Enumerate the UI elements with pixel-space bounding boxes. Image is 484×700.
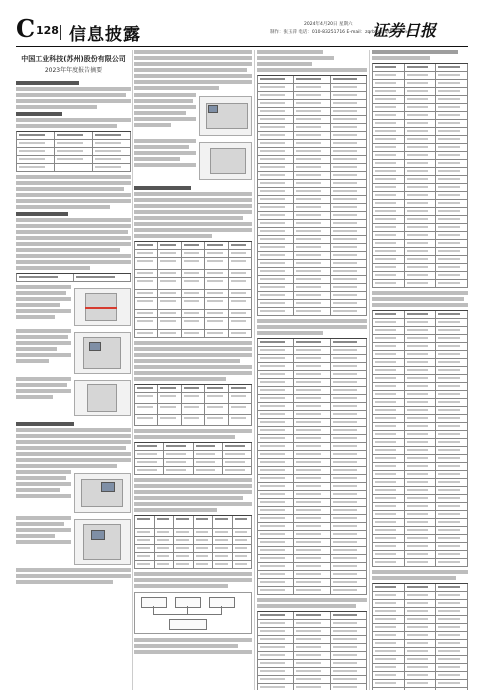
column-divider	[254, 50, 255, 690]
column-4	[372, 50, 468, 690]
product-photo	[199, 142, 252, 180]
balance-sheet-table	[257, 338, 367, 595]
column-1	[16, 50, 131, 690]
text-line	[16, 105, 97, 109]
text-line	[16, 118, 131, 122]
financial-table	[134, 442, 252, 475]
product-photo	[74, 473, 131, 513]
column-divider	[132, 50, 133, 690]
financial-table	[134, 384, 252, 426]
section-heading	[16, 81, 79, 85]
report-title: 2023年年度报告摘要	[44, 67, 103, 74]
masthead-rule	[16, 46, 468, 47]
company-name: 中国工业科技(苏州)股份有限公司	[21, 55, 126, 63]
text-line	[16, 93, 126, 97]
text-line	[16, 99, 131, 103]
ownership-diagram	[134, 592, 252, 634]
balance-sheet-table	[257, 75, 367, 316]
section-heading	[16, 112, 62, 116]
product-photo	[74, 519, 131, 565]
masthead-divider	[60, 25, 61, 40]
product-photo	[74, 380, 131, 416]
income-statement-table	[257, 611, 367, 690]
column-2	[134, 50, 252, 690]
issue-date: 2024年4月20日 星期六	[304, 22, 353, 27]
masthead	[16, 14, 468, 45]
cash-flow-table	[372, 310, 468, 567]
text-line	[16, 87, 131, 91]
cash-flow-table	[372, 583, 468, 690]
section-title: 信息披露	[69, 25, 141, 45]
financial-table	[134, 241, 252, 338]
column-divider	[369, 50, 370, 690]
section-letter: C	[16, 14, 36, 43]
info-table	[16, 131, 131, 172]
product-table	[16, 273, 131, 282]
newspaper-logo: 证券日报	[372, 21, 437, 40]
section-number: 128	[36, 24, 59, 37]
column-3	[257, 50, 367, 690]
editor-contact: 制作：张玉萍 电话：010-83251716 E-mail：zqrb9@zqrb.sina.net	[270, 30, 412, 35]
shareholder-table	[134, 515, 252, 569]
text-line	[16, 124, 117, 128]
cash-flow-table	[372, 63, 468, 288]
product-photo	[199, 96, 252, 136]
product-photo	[74, 288, 131, 326]
product-photo	[74, 332, 131, 374]
